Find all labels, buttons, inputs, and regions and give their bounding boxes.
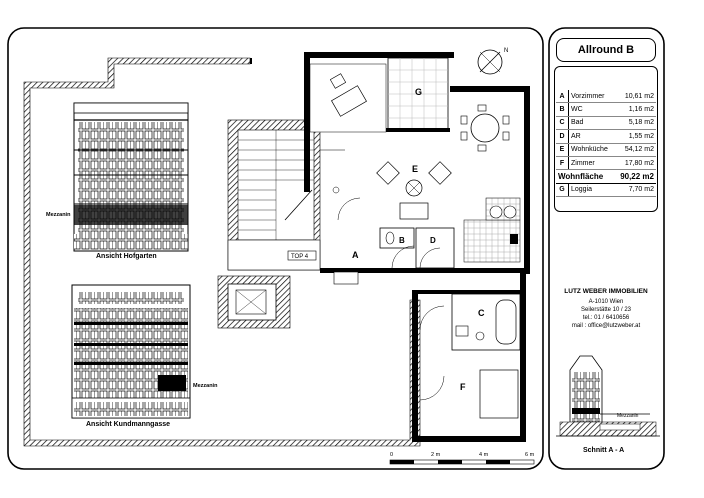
scale-bar [390,460,534,464]
room-row: A Vorzimmer 10,61 m2 [556,90,656,103]
title-box: Allround B [556,38,656,62]
facade-street-drawing [72,285,190,418]
section-drawing [556,356,660,436]
facade-street-mezzanin-label: Mezzanin [193,383,218,389]
courtyard-top-band [250,58,252,64]
room-d-storage [416,228,454,268]
facade-courtyard-mezzanin-label: Mezzanin [46,212,71,218]
loggia-row: G Loggia 7,70 m2 [556,183,656,196]
company-address-1: A-1010 Wien [588,299,624,305]
facade-street-label: Ansicht Kundmanngasse [86,421,171,428]
room-f [420,370,518,418]
company-mail: mail : office@lutzweber.at [571,323,641,329]
company-phone: tel.: 01 / 6410656 [582,315,630,321]
room-row: B WC 1,16 m2 [556,103,656,116]
scale-label-6m: 6 m [525,452,535,458]
label-g: G [415,87,423,97]
scale-label-4m: 4 m [479,452,489,458]
north-arrow-icon [478,48,508,74]
label-d: D [430,236,436,245]
label-f: F [460,382,466,392]
facade-courtyard-drawing [74,103,188,251]
total-row: Wohnfläche 90,22 m2 [556,170,656,183]
room-row: E Wohnküche 54,12 m2 [556,143,656,156]
label-b: B [399,236,405,245]
label-c: C [478,308,485,318]
room-c-bath [420,294,520,350]
label-a: A [352,250,359,260]
room-b-wc [380,228,414,248]
room-row: F Zimmer 17,80 m2 [556,156,656,169]
room-row: D AR 1,55 m2 [556,130,656,143]
scale-label-2m: 2 m [431,452,441,458]
svg-text:N: N [504,48,509,54]
label-e: E [412,164,419,174]
elevator [218,276,290,328]
section-label: Schnitt A - A [583,447,625,454]
company-address-2: Seilerstätte 10 / 23 [580,307,632,313]
facade-courtyard-label: Ansicht Hofgarten [96,253,157,260]
company-name: LUTZ WEBER IMMOBILIEN [564,288,648,295]
section-mezzanin-label: Mezzanin [617,413,639,419]
top4-marker: TOP 4 [291,254,309,260]
room-table [556,90,656,197]
scale-label-0: 0 [390,452,394,458]
room-row: C Bad 5,18 m2 [556,116,656,129]
